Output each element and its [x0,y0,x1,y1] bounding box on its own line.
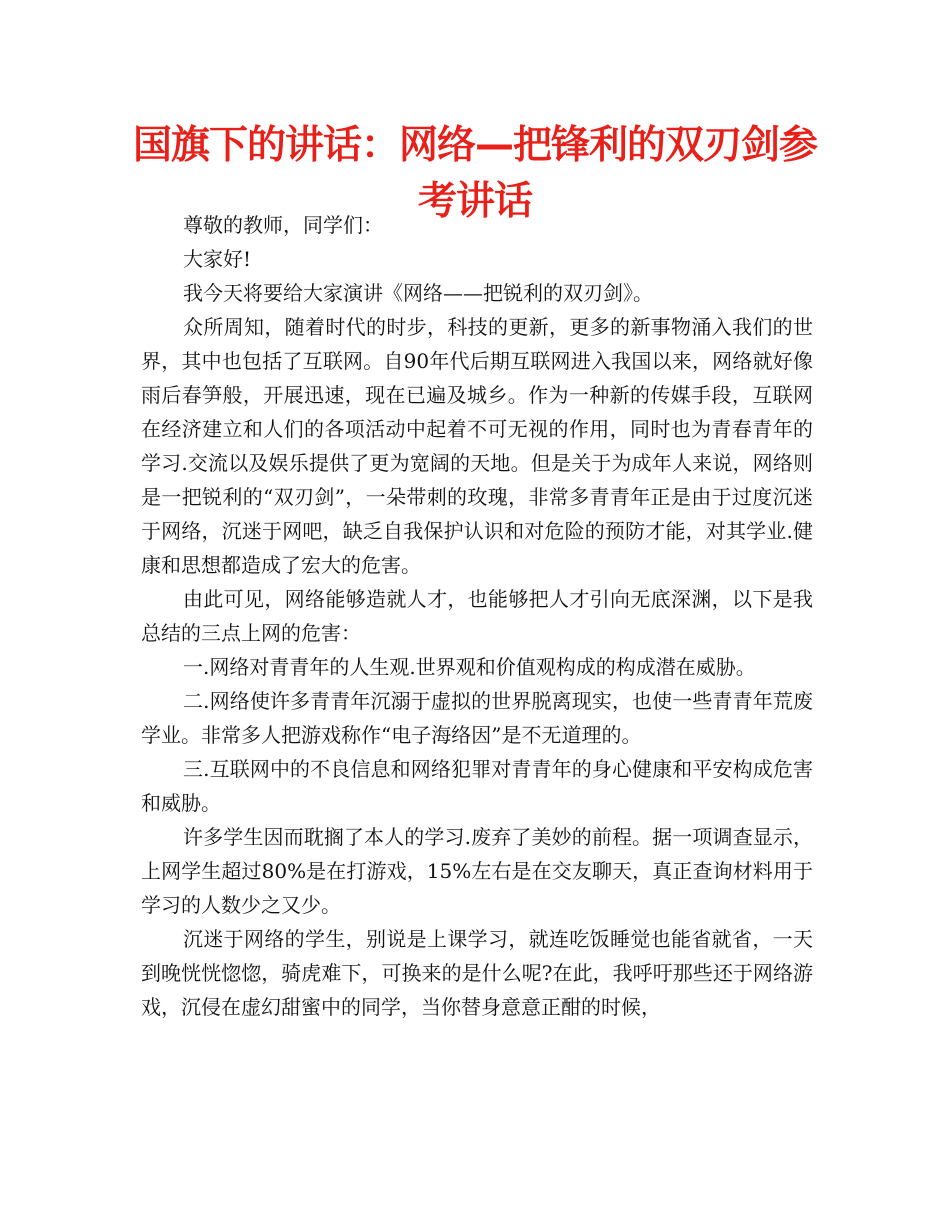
paragraph-salutation: 尊敬的教师，同学们： [183,213,383,237]
paragraph-summary: 由此可见，网络能够造就人才，也能够把人才引向无底深渊，以下是我总结的三点上网的危害： [141,587,813,645]
paragraph-background: 众所周知，随着时代的时步，科技的更新，更多的新事物涌入我们的世界，其中也包括了互联网。自90年代后期互联网进入我国以来，网络就好像雨后春笋般，开展迅速，现在已遍及城乡。作为一种新的传媒手段，互联网在经济建立和人们的各项活动中起着不可无视的作用，同时也为青春青年的学习.交流以及娱乐提供了更为宽阔的天地。但是关于为成年人来说，网络则是一把锐利的“双刃剑”，一朵带刺的玫瑰，非常多青青年正是由于过度沉迷于网络，沉迷于网吧，缺乏自我保护认识和对危险的预防才能，对其学业.健康和思想都造成了宏大的危害。 [141,315,813,577]
paragraph-harm-3: 三.互联网中的不良信息和网络犯罪对青青年的身心健康和平安构成危害和威胁。 [141,757,813,815]
paragraph-greeting: 大家好! [183,247,252,271]
paragraph-harm-2: 二.网络使许多青青年沉溺于虚拟的世界脱离现实，也使一些青青年荒废学业。非常多人把游戏称作“电子海络因”是不无道理的。 [141,689,813,747]
document-body [141,208,813,1024]
paragraph-survey: 许多学生因而耽搁了本人的学习.废弃了美妙的前程。据一项调查显示，上网学生超过80%是在打游戏，15%左右是在交友聊天，真正查询材料用于学习的人数少之又少。 [141,825,813,917]
paragraph-appeal: 沉迷于网络的学生，别说是上课学习，就连吃饭睡觉也能省就省，一天到晚恍恍惚惚，骑虎难下，可换来的是什么呢?在此，我呼吁那些还于网络游戏，沉侵在虚幻甜蜜中的同学，当你替身意意正酣的时候， [141,927,813,1019]
paragraph-harm-1: 一.网络对青青年的人生观.世界观和价值观构成的构成潜在威胁。 [183,655,756,679]
paragraph-intro: 我今天将要给大家演讲《网络——把锐利的双刃剑》。 [183,281,653,305]
document-title: 国旗下的讲话：网络—把锋利的双刃剑参考讲话 [132,123,817,224]
